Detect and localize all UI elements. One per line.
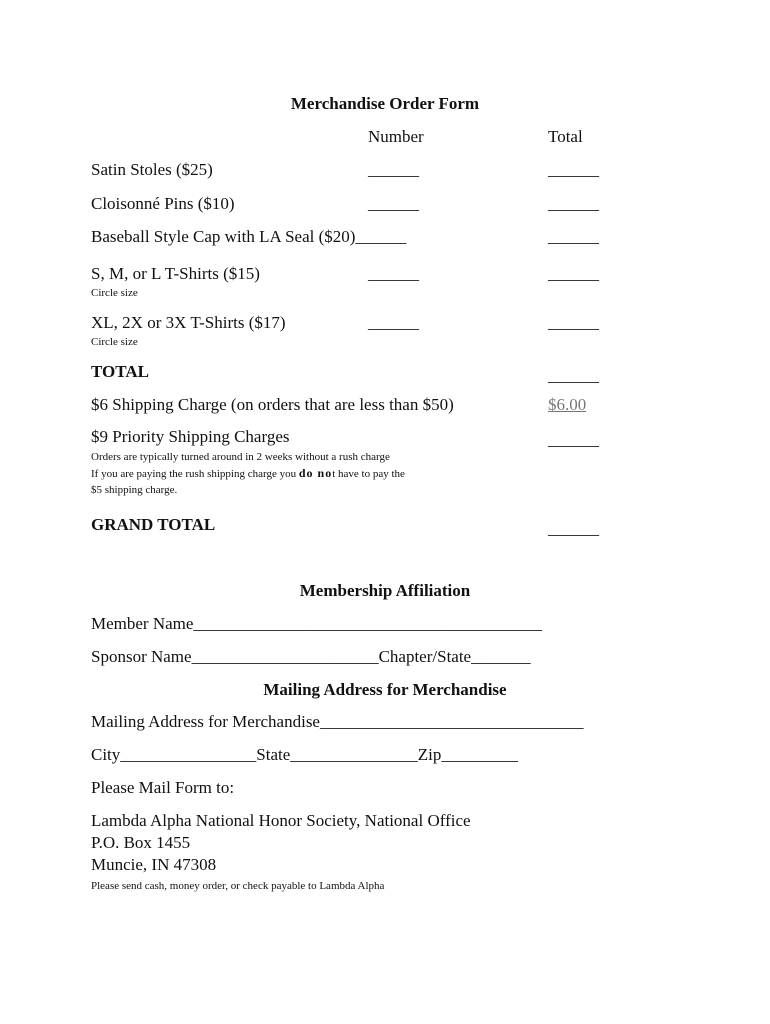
shipping-value: $6.00 [548, 395, 587, 414]
item-number-blank[interactable]: ______ [368, 194, 419, 213]
item-number-blank[interactable]: ______ [368, 313, 419, 332]
item-total-blank[interactable]: ______ [548, 264, 599, 283]
priority-note-2a: If you are paying the rush shipping charge you [91, 468, 299, 480]
item-label: S, M, or L T-Shirts ($15) [91, 264, 260, 283]
item-total-blank[interactable]: ______ [548, 194, 599, 213]
address-line-3: Muncie, IN 47308 [91, 855, 217, 874]
total-label: TOTAL [91, 362, 149, 381]
item-label: Cloisonné Pins ($10) [91, 194, 235, 213]
grand-total-blank[interactable]: ______ [548, 519, 599, 538]
total-blank[interactable]: ______ [548, 366, 599, 385]
col-number-header: Number [368, 127, 424, 146]
item-total-blank[interactable]: ______ [548, 160, 599, 179]
membership-title: Membership Affiliation [299, 581, 471, 600]
grand-total-label: GRAND TOTAL [91, 515, 216, 534]
priority-shipping-label: $9 Priority Shipping Charges [91, 427, 290, 446]
priority-note-2b: do no [298, 466, 333, 480]
item-total-blank[interactable]: ______ [548, 313, 599, 332]
city-state-zip-field[interactable]: City________________State_______________Zip_________ [91, 745, 518, 764]
item-label: XL, 2X or 3X T-Shirts ($17) [91, 313, 286, 332]
shipping-label: $6 Shipping Charge (on orders that are less than $50) [91, 395, 454, 414]
address-line-1: Lambda Alpha National Honor Society, National Office [91, 811, 471, 830]
item-number-blank[interactable]: ______ [368, 264, 419, 283]
item-note: Circle size [91, 287, 138, 299]
item-label: Satin Stoles ($25) [91, 160, 213, 179]
item-note: Circle size [91, 336, 138, 348]
member-name-field[interactable]: Member Name_________________________________________ [91, 614, 542, 633]
merch-title: Merchandise Order Form [290, 94, 480, 113]
priority-note-2 [91, 466, 405, 481]
mail-to-label: Please Mail Form to: [91, 778, 235, 797]
priority-note-2c: t have to pay the [332, 468, 405, 480]
mailing-address-field[interactable]: Mailing Address for Merchandise_______________________________ [91, 712, 584, 731]
item-number-blank[interactable]: ______ [368, 160, 419, 179]
mailing-title: Mailing Address for Merchandise [263, 680, 507, 699]
priority-note-3: $5 shipping charge. [91, 484, 178, 496]
address-line-2: P.O. Box 1455 [91, 833, 191, 852]
priority-shipping-blank[interactable]: ______ [548, 430, 599, 449]
priority-note-1: Orders are typically turned around in 2 weeks without a rush charge [91, 451, 390, 463]
item-total-blank[interactable]: ______ [548, 227, 599, 246]
sponsor-chapter-field[interactable]: Sponsor Name______________________Chapter/State_______ [91, 647, 531, 666]
payment-note: Please send cash, money order, or check payable to Lambda Alpha [91, 880, 385, 892]
item-label[interactable]: Baseball Style Cap with LA Seal ($20)______ [91, 227, 407, 246]
col-total-header: Total [548, 127, 583, 146]
